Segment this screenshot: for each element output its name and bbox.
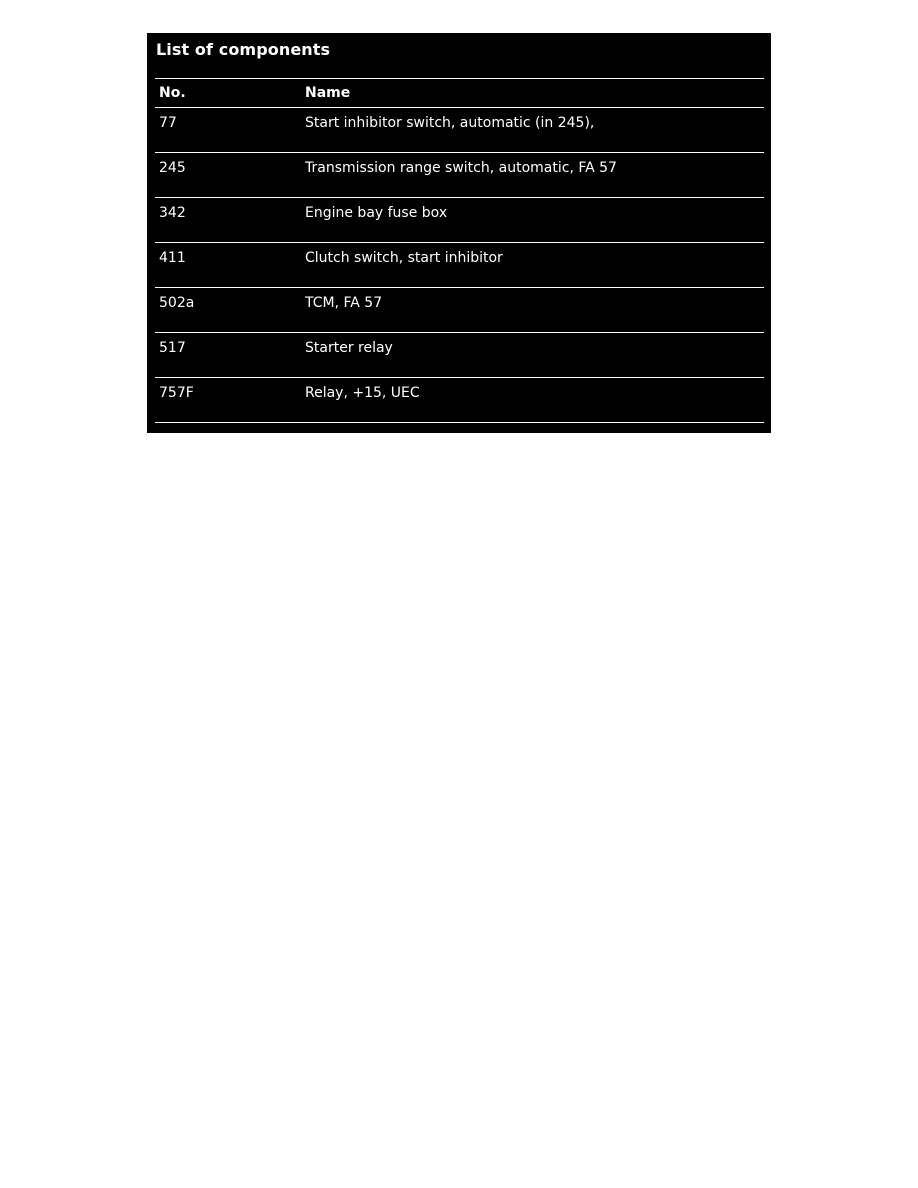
row-name: Clutch switch, start inhibitor [305, 250, 503, 266]
row-name: Relay, +15, UEC [305, 385, 420, 401]
panel-title: List of components [156, 40, 331, 59]
table-row [155, 108, 764, 152]
row-number: 502a [159, 295, 195, 311]
row-name: Engine bay fuse box [305, 205, 448, 221]
row-name: TCM, FA 57 [305, 295, 383, 311]
row-name: Start inhibitor switch, automatic (in 245), [305, 115, 595, 131]
table-row [155, 243, 764, 287]
table-row [155, 198, 764, 242]
row-number: 342 [159, 205, 186, 221]
row-number: 77 [159, 115, 177, 131]
table-bottom-rule [155, 422, 764, 423]
row-number: 757F [159, 385, 194, 401]
table-row [155, 153, 764, 197]
components-panel [147, 33, 771, 433]
column-header-no: No. [159, 85, 186, 101]
row-name: Starter relay [305, 340, 393, 356]
table-row [155, 333, 764, 377]
components-table [155, 78, 764, 423]
row-number: 517 [159, 340, 186, 356]
table-header-row [155, 79, 764, 107]
row-number: 245 [159, 160, 186, 176]
column-header-name: Name [305, 85, 351, 101]
table-row [155, 378, 764, 422]
row-name: Transmission range switch, automatic, FA 57 [305, 160, 617, 176]
row-number: 411 [159, 250, 186, 266]
table-row [155, 288, 764, 332]
